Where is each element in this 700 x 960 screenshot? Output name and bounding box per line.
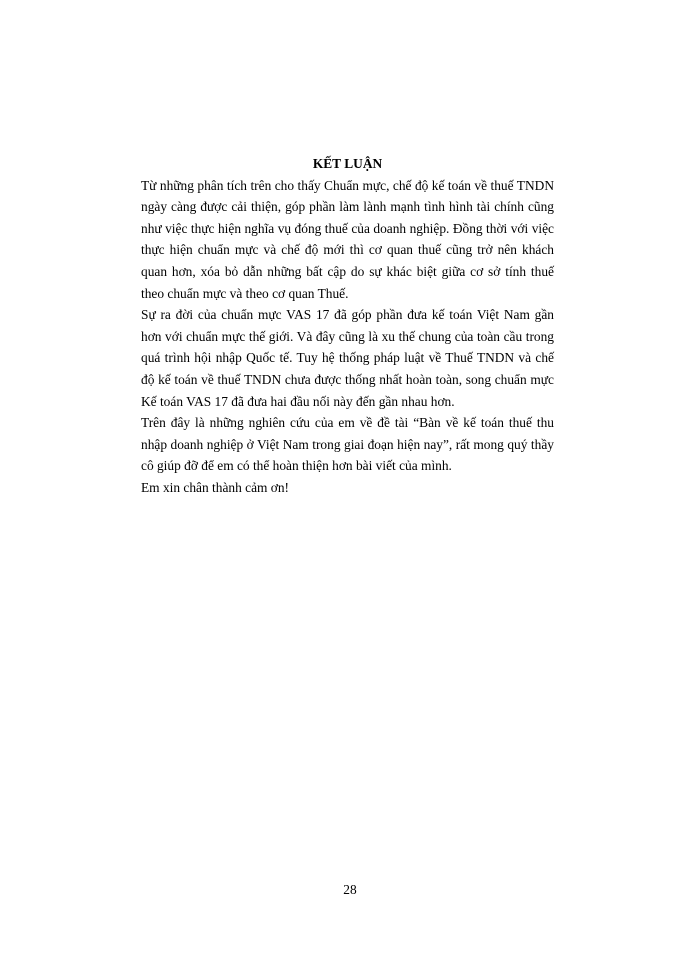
- conclusion-heading: KẾT LUẬN: [312, 156, 383, 171]
- paragraph-1: Từ những phân tích trên cho thấy Chuẩn mực, chế độ kế toán về thuế TNDN ngày càng được cải thiện, góp phần làm lành mạnh tình hình tài chính cũng như việc thực hiện nghĩa vụ đóng thuế của doanh nghiệp. Đồng thời với việc thực hiện chuẩn mực và chế độ mới thì cơ quan thuế cũng trở nên khách quan hơn, xóa bỏ dẫn những bất cập do sự khác biệt giữa cơ sở tính thuế theo chuẩn mực và theo cơ quan Thuế.: [141, 177, 554, 301]
- paragraph-3: Trên đây là những nghiên cứu của em về đề tài “Bàn về kế toán thuế thu nhập doanh nghiệp ở Việt Nam trong giai đoạn hiện nay”, rất mong quý thầy cô giúp đỡ để em có thể hoàn thiện hơn bài viết của mình.: [141, 415, 554, 474]
- paragraph-2: Sự ra đời của chuẩn mực VAS 17 đã góp phần đưa kế toán Việt Nam gần hơn với chuẩn mực thế giới. Và đây cũng là xu thế chung của toàn cầu trong quá trình hội nhập Quốc tế. Tuy hệ thống pháp luật về Thuế TNDN và chế độ kế toán về thuế TNDN chưa được thống nhất hoàn toàn, song chuẩn mực Kế toán VAS 17 đã đưa hai đầu nối này đến gần nhau hơn.: [141, 307, 554, 409]
- paragraph-4: Em xin chân thành cảm ơn!: [141, 479, 290, 495]
- document-body: [141, 153, 554, 499]
- page-number: 28: [343, 882, 357, 897]
